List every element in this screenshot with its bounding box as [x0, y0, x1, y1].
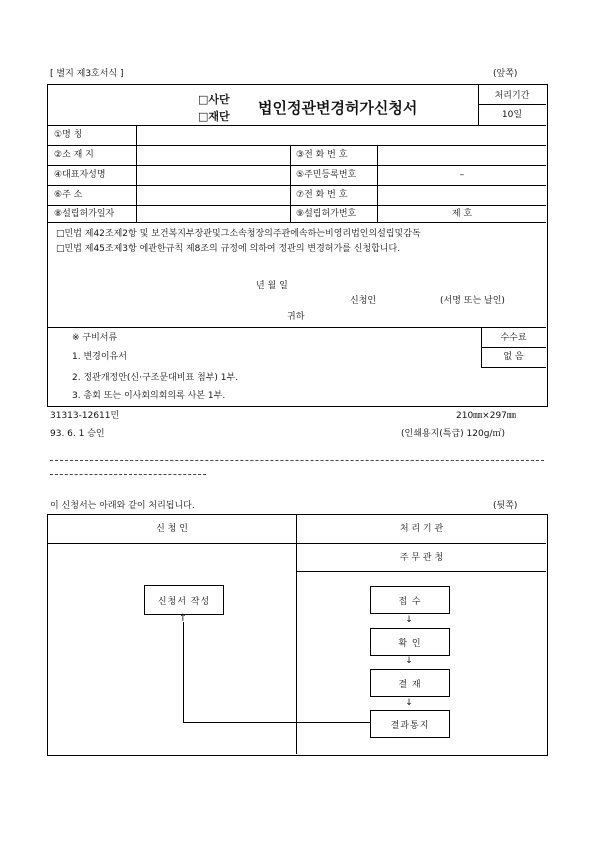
statement-line-2: □민법 제45조제3항 에관한규칙 제8조의 규정에 의하여 정관의 변경허가를 신청합니다.	[56, 244, 401, 254]
arrow-down-1: ↓	[405, 615, 413, 625]
required-document-3: 3. 총회 또는 이사회의회의록 사본 1부.	[72, 391, 226, 401]
form-title: 법인정관변경허가신청서	[258, 99, 418, 117]
step-receipt: 접 수	[370, 586, 450, 614]
required-document-2: 2. 정관개정안(신·구조문대비표 첨부) 1부.	[72, 373, 239, 383]
addressee-label: 귀하	[287, 312, 305, 322]
application-date[interactable]: 년 월 일	[256, 281, 288, 291]
paper-spec: (인쇄용지(특급) 120g/㎡)	[401, 429, 505, 439]
field-label-address: ⑥주 소	[54, 190, 83, 200]
arrow-up: ↑	[178, 613, 188, 624]
type-option-foundation[interactable]: □재단	[198, 110, 230, 123]
field-label-phone-2: ⑦전 화 번 호	[296, 190, 348, 200]
cut-line	[50, 460, 544, 461]
step-approval: 결 재	[370, 669, 450, 697]
form-number: [ 별지 제3호서식 ]	[50, 69, 124, 79]
fee-value: 없 음	[503, 352, 524, 362]
front-side-label: (앞쪽)	[493, 69, 518, 79]
field-input-representative[interactable]	[140, 168, 286, 182]
required-document-1: 1. 변경이유서	[72, 352, 127, 362]
step-write-application: 신청서 작성	[144, 585, 224, 615]
field-label-representative: ④대표자성명	[54, 170, 106, 180]
back-side-label: (뒷쪽)	[493, 501, 518, 511]
column-applicant: 신 청 인	[156, 524, 188, 534]
arrow-down-3: ↓	[405, 698, 413, 708]
step-result-notice: 결과통지	[370, 710, 450, 738]
field-input-resident-number[interactable]: –	[459, 170, 465, 180]
column-competent-authority: 주 무 관 청	[399, 553, 444, 563]
required-documents-title: ※ 구비서류	[72, 333, 118, 343]
column-processing-agency: 처 리 기 관	[399, 524, 444, 534]
return-path-horizontal	[183, 722, 370, 723]
field-label-location: ②소 재 지	[54, 150, 94, 160]
field-label-permit-number: ⑨설립허가번호	[296, 209, 357, 219]
cut-line-tail	[50, 474, 206, 475]
approval-date: 93. 6. 1 승인	[50, 429, 105, 439]
field-label-name: ①명 칭	[54, 130, 83, 140]
field-label-phone-1: ③전 화 번 호	[296, 150, 348, 160]
field-label-resident-number: ⑤주민등록번호	[296, 170, 357, 180]
processing-intro: 이 신청서는 아래와 같이 처리됩니다.	[50, 501, 195, 511]
field-input-name[interactable]	[140, 128, 540, 142]
processing-flow-table	[47, 514, 548, 756]
step-confirmation: 확 인	[370, 628, 450, 656]
field-label-permit-date: ⑧설립허가일자	[54, 209, 115, 219]
signature-label[interactable]: (서명 또는 날인)	[440, 296, 505, 306]
fee-label: 수수료	[500, 333, 527, 343]
type-option-association[interactable]: □사단	[198, 93, 230, 106]
field-input-location[interactable]	[140, 148, 286, 162]
return-path-vertical	[183, 622, 184, 722]
field-input-permit-number[interactable]: 제 호	[451, 209, 473, 219]
paper-size: 210㎜×297㎜	[456, 411, 516, 421]
processing-period-label: 처리기간	[494, 91, 530, 101]
arrow-down-2: ↓	[405, 656, 413, 666]
form-code: 31313-12611민	[50, 411, 120, 421]
processing-period-value: 10일	[501, 110, 523, 120]
applicant-label: 신청인	[350, 296, 377, 306]
field-input-permit-date[interactable]	[140, 207, 286, 220]
statement-line-1: □민법 제42조제2항 및 보건복지부장관및그소속청장의주관에속하는비영리법인의설립및감독	[56, 229, 421, 239]
field-input-address[interactable]	[140, 188, 286, 202]
